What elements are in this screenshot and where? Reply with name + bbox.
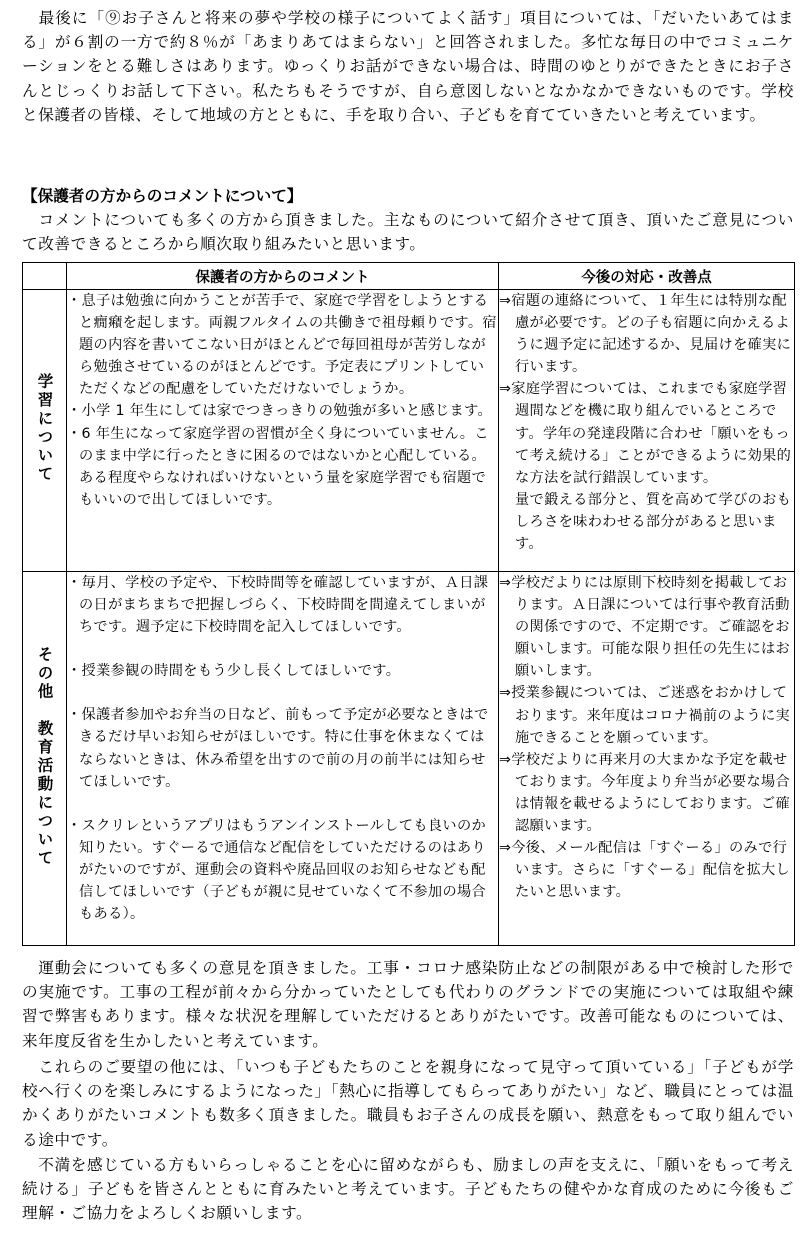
comment-item: ・スクリレというアプリはもうアンインストールしても良いのか知りたい。すぐーるで通信など配信をしていただけるのはありがたいのですが、運動会の資料や廃品回収のお知らせなども配信してほしいです（子どもが親に見せていなくて不参加の場合もある）。: [67, 817, 487, 923]
header-response: 今後の対応・改善点: [499, 263, 795, 290]
response-item: ⇒授業参観については、ご迷惑をおかけしております。来年度はコロナ禍前のように実施できることを願っています。: [499, 685, 791, 746]
table-row-study: [23, 290, 795, 572]
comments-table: [22, 262, 795, 946]
comment-item: ・6 年生になって家庭学習の習慣が全く身についていません。このまま中学に行ったときに困るのではないかと心配している。ある程度やらなければいけないという量を家庭学習でも宿題でもいいので出してほしいです。: [67, 425, 489, 508]
comment-item: ・毎月、学校の予定や、下校時間等を確認していますが、Ａ日課の日がまちまちで把握しづらく、下校時間を間違えてしまいがちです。週予定に下校時間を記入してほしいです。: [67, 575, 489, 636]
closing-paragraph-2: これらのご要望の他には、「いつも子どもたちのことを親身になって見守って頂いている」「子どもが学校へ行くのを楽しみにするようになった」「熱心に指導してもらってありがたい」など、職員にとっては温かくありがたいコメントも数多く頂きました。職員もお子さんの成長を願い、熱意をもって取り組んでいる途中です。: [22, 1058, 794, 1149]
header-comments: 保護者の方からのコメント: [67, 263, 499, 290]
comment-item: ・保護者参加やお弁当の日など、前もって予定が必要なときはできるだけ早いお知らせがほしいです。特に仕事を休まなくてはならないときは、休み希望を出すので前の月の前半には知らせてほしいです。: [67, 707, 489, 790]
comments-cell: [67, 290, 499, 572]
response-item: ⇒学校だよりに再来月の大まかな予定を載せております。今年度より弁当が必要な場合は情報を載せるようにしております。ご確認願います。: [499, 751, 791, 835]
response-item: ⇒宿題の連絡について、１年生には特別な配慮が必要です。どの子も宿題に向かえるように週予定に記述するか、見届けを確実に行います。: [499, 293, 792, 376]
section-heading: 【保護者の方からのコメントについて】: [22, 187, 303, 205]
comment-item: ・小学 1 年生にしては家でつきっきりの勉強が多いと感じます。: [67, 403, 493, 420]
response-cell: [499, 572, 795, 946]
table-header-row: [23, 263, 795, 290]
response-item: ⇒家庭学習については、これまでも家庭学習週間などを機に取り組んでいるところです。学年の発達段階に合わせ「願いをもって考え続ける」ことができるように効果的な方法を試行錯誤しています。: [499, 381, 792, 486]
table-row-other: [23, 572, 795, 946]
response-item: ⇒学校だよりには原則下校時刻を掲載しております。Ａ日課については行事や教育活動の関係ですので、不定期です。ご確認をお願いします。可能な限り担任の先生にはお願いします。: [499, 575, 791, 680]
response-cell: [499, 290, 795, 572]
header-empty-cell: [23, 263, 67, 290]
closing-paragraph-3: 不満を感じている方もいらっしゃることを心に留めながらも、励ましの声を支えに、「願いをもって考え続ける」子どもを皆さんとともに育みたいと考えています。子どもたちの健やかな育成のために今後もご理解・ご協力をよろしくお願いします。: [22, 1156, 794, 1223]
intro-paragraph: 最後に「⑨お子さんと将来の夢や学校の様子についてよく話す」項目については、「だいたいあてはまる」が６割の一方で約８％が「あまりあてはまらない」と回答されました。多忙な毎日の中でコミュニケーションをとる難しさはあります。ゆっくりお話ができない場合は、時間のゆとりができたときにお子さんとじっくりお話して下さい。私たちもそうですが、自ら意図しないとなかなかできないものです。学校と保護者の皆様、そして地域の方とともに、手を取り合い、子どもを育てていきたいと考えています。: [22, 9, 794, 124]
category-cell: [23, 572, 67, 946]
response-item: ⇒今後、メール配信は「すぐーる」のみで行います。さらに「すぐーる」配信を拡大したいと思います。: [499, 840, 791, 901]
category-label-study: 学習について: [35, 373, 54, 484]
comments-cell: [67, 572, 499, 946]
category-label-other: その他 教育活動について: [35, 645, 54, 868]
response-item: 量で鍛える部分と、質を高めて学びのおもしろさを味わわせる部分があると思います。: [515, 491, 792, 553]
comment-item: ・授業参観の時間をもう少し長くしてほしいです。: [67, 663, 401, 680]
section-intro: コメントについても多くの方から頂きました。主なものについて紹介させて頂き、頂いたご意見について改善できるところから順次取り組みたいと思います。: [22, 211, 794, 254]
closing-paragraph-1: 運動会についても多くの意見を頂きました。工事・コロナ感染防止などの制限がある中で検討した形での実施です。工事の工程が前々から分かっていたとしても代わりのグランドでの実施については取組や練習で弊害もあります。様々な状況を理解していただけるとありがたいです。改善可能なものについては、来年度反省を生かしたいと考えています。: [22, 959, 794, 1050]
comment-item: ・息子は勉強に向かうことが苦手で、家庭で学習をしようとすると癇癪を起します。両親フルタイムの共働きで祖母頼りです。宿題の内容を書いてこない日がほとんどで毎回祖母が苦労しながら勉強させているのがほとんどです。予定表にプリントしていただくなどの配慮をしていただけないでしょうか。: [67, 293, 497, 398]
category-cell: [23, 290, 67, 572]
